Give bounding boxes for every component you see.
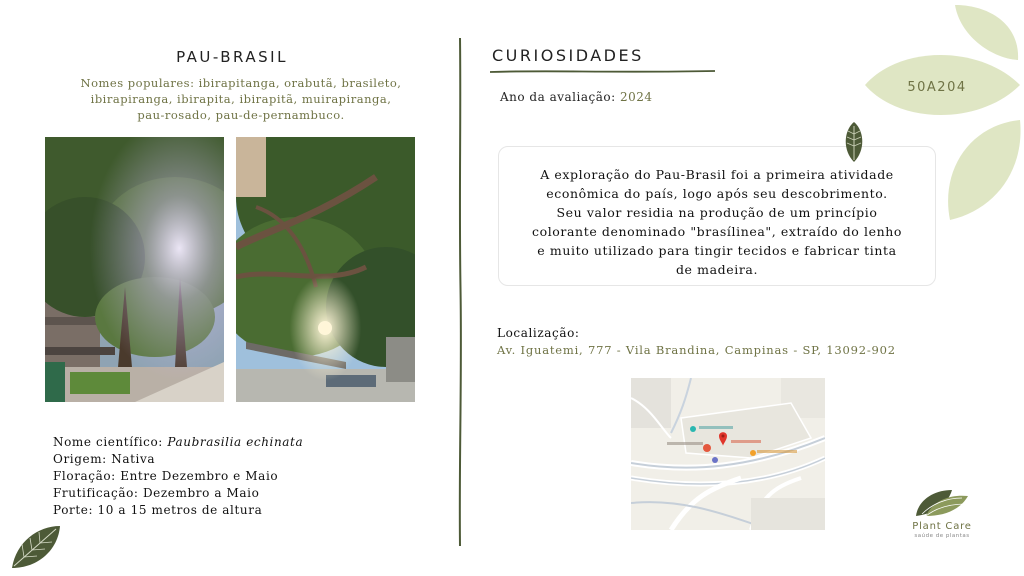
curiosity-line-3: Seu valor residia na produção de um princípio [556,205,878,220]
flowering-text: Floração: Entre Dezembro e Maio [53,469,279,483]
small-leaf-icon [840,120,868,164]
evaluation-label: Ano da avaliação: [500,90,616,104]
curiosities-title: CURIOSIDADES [492,46,644,65]
evaluation-value: 2024 [619,90,653,104]
tree-code: 50A204 [907,80,967,95]
species-title: PAU-BRASIL [176,48,288,66]
evaluation-year [500,90,653,104]
origin-text: Origem: Nativa [53,452,156,466]
curiosity-line-1: A exploração do Pau-Brasil foi a primeira atividade [540,167,894,182]
decorative-leaves-icon [860,0,1024,230]
scientific-name-value: Paubrasilia echinata [167,435,304,449]
location-map [631,378,825,530]
scientific-name-label: Nome científico: [53,435,163,449]
species-facts [53,434,303,519]
location-address: Av. Iguatemi, 777 - Vila Brandina, Campinas - SP, 13092-902 [497,343,896,357]
curiosity-line-2: econômica do país, logo após seu descobrimento. [546,186,888,201]
fruiting-text: Frutificação: Dezembro a Maio [53,486,260,500]
brand-name: Plant Care [912,521,972,532]
popular-names-line1: ibirapitanga, orabutã, brasileto, [198,76,402,90]
location-label: Localização: [497,326,580,340]
size-text: Porte: 10 a 15 metros de altura [53,503,263,517]
tree-photo-1 [45,137,224,402]
plant-care-logo-icon [912,486,972,520]
curiosity-line-5: e muito utilizado para tingir tecidos e fabricar tinta [537,243,897,258]
corner-leaf-icon [8,520,64,572]
curiosity-line-6: de madeira. [675,262,759,277]
column-divider [456,38,464,546]
title-underline [490,68,715,76]
curiosity-line-4: colorante denominado "brasílinea", extraído do lenho [531,224,903,239]
popular-names [52,75,430,123]
brand-tagline: saúde de plantas [914,533,970,539]
popular-names-label: Nomes populares: [80,76,195,90]
popular-names-line3: pau-rosado, pau-de-pernambuco. [137,108,345,122]
popular-names-line2: ibirapiranga, ibirapita, ibirapitã, muirapiranga, [90,92,392,106]
tree-photo-2 [236,137,415,402]
